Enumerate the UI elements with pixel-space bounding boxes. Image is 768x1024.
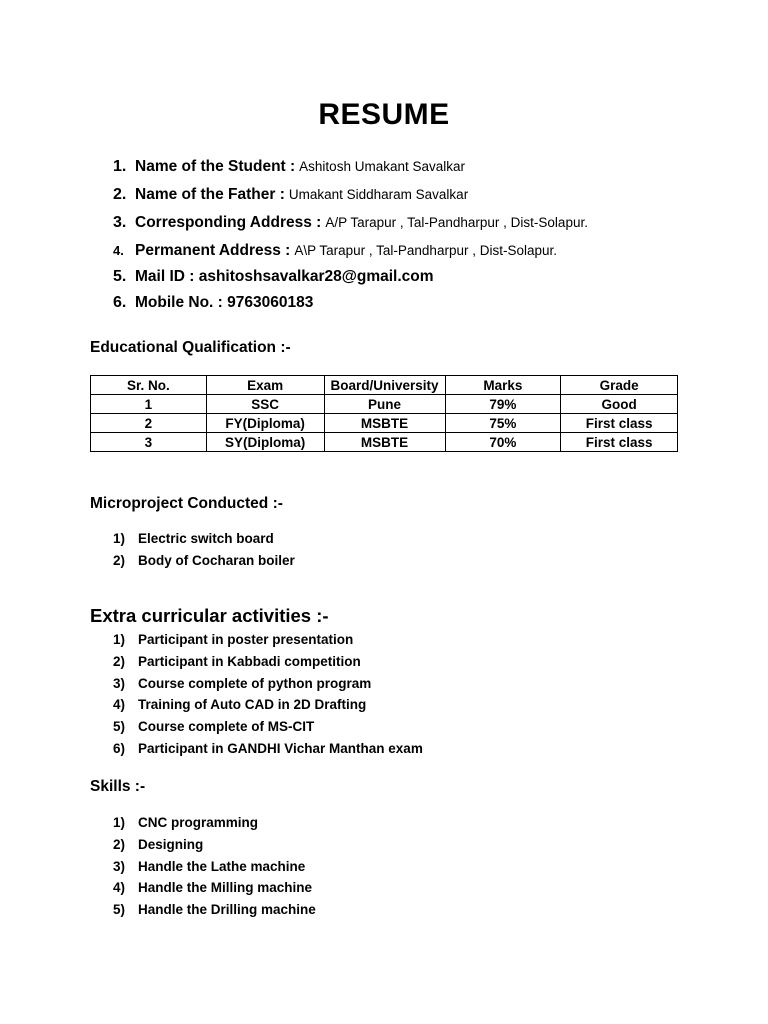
info-label: Name of the Father : <box>135 186 285 203</box>
item-number: 1) <box>113 632 126 647</box>
item-number: 1. <box>113 158 127 175</box>
table-cell: Pune <box>324 395 445 414</box>
list-item <box>113 676 423 698</box>
info-value: Umakant Siddharam Savalkar <box>288 187 469 202</box>
item-number: 5. <box>113 268 127 285</box>
list-item <box>113 880 316 902</box>
item-text: Handle the Lathe machine <box>138 858 306 874</box>
table-cell: First class <box>561 433 678 452</box>
table-cell: 70% <box>445 433 561 452</box>
education-heading: Educational Qualification :- <box>90 339 291 356</box>
item-number: 4) <box>113 880 126 896</box>
info-label: Mobile No. : 9763060183 <box>135 294 314 311</box>
info-label: Corresponding Address : <box>135 214 322 231</box>
item-number: 5) <box>113 719 126 735</box>
info-father-name <box>113 186 588 214</box>
item-number: 6. <box>113 294 127 311</box>
info-label: Name of the Student : <box>135 158 296 175</box>
item-text: Participant in poster presentation <box>138 632 354 647</box>
table-cell: 79% <box>445 395 561 414</box>
info-mail-id <box>113 268 588 294</box>
page-title: RESUME <box>318 98 450 131</box>
info-value: Ashitosh Umakant Savalkar <box>299 159 465 174</box>
education-table <box>90 375 678 452</box>
list-item <box>113 632 423 654</box>
info-mobile-no <box>113 294 588 320</box>
info-permanent-address <box>113 242 588 268</box>
list-item <box>113 697 423 719</box>
table-row <box>91 395 678 414</box>
info-corresponding-address <box>113 214 588 242</box>
table-cell: First class <box>561 414 678 433</box>
table-cell: 1 <box>91 395 207 414</box>
extra-curricular-list <box>113 632 423 763</box>
column-header: Marks <box>445 376 561 395</box>
item-text: Handle the Milling machine <box>138 880 313 896</box>
item-number: 1) <box>113 815 126 830</box>
item-number: 3. <box>113 214 127 231</box>
list-item <box>113 837 316 859</box>
item-number: 5) <box>113 902 126 918</box>
table-cell: FY(Diploma) <box>206 414 324 433</box>
personal-info-list <box>113 158 588 320</box>
item-number: 4. <box>113 243 124 258</box>
item-number: 2. <box>113 186 127 203</box>
item-text: Participant in GANDHI Vichar Manthan exam <box>138 740 423 756</box>
column-header: Grade <box>561 376 678 395</box>
item-text: Body of Cocharan boiler <box>138 552 295 568</box>
table-cell: MSBTE <box>324 414 445 433</box>
list-item <box>113 859 316 881</box>
item-number: 3) <box>113 858 126 874</box>
item-text: Training of Auto CAD in 2D Drafting <box>138 697 367 713</box>
table-cell: SSC <box>206 395 324 414</box>
microproject-heading: Microproject Conducted :- <box>90 495 283 512</box>
item-number: 3) <box>113 675 126 691</box>
column-header: Sr. No. <box>91 376 207 395</box>
item-number: 6) <box>113 740 126 756</box>
table-cell: 3 <box>91 433 207 452</box>
list-item <box>113 902 316 924</box>
microproject-list <box>113 531 295 575</box>
item-number: 4) <box>113 697 126 713</box>
item-text: Participant in Kabbadi competition <box>138 653 361 669</box>
table-cell: MSBTE <box>324 433 445 452</box>
info-value: A/P Tarapur , Tal-Pandharpur , Dist-Solapur. <box>325 215 588 230</box>
item-number: 2) <box>113 836 126 852</box>
item-number: 2) <box>113 552 126 568</box>
table-cell: Good <box>561 395 678 414</box>
item-text: CNC programming <box>138 815 259 830</box>
list-item <box>113 553 295 575</box>
table-row <box>91 433 678 452</box>
item-number: 1) <box>113 531 126 546</box>
column-header: Board/University <box>324 376 445 395</box>
skills-list <box>113 815 316 924</box>
table-cell: SY(Diploma) <box>206 433 324 452</box>
info-label: Mail ID : ashitoshsavalkar28@gmail.com <box>135 268 434 285</box>
list-item <box>113 531 295 553</box>
info-value: A\P Tarapur , Tal-Pandharpur , Dist-Solapur. <box>294 243 557 258</box>
item-text: Course complete of MS-CIT <box>138 719 315 735</box>
skills-heading: Skills :- <box>90 778 146 795</box>
item-text: Course complete of python program <box>138 675 372 691</box>
list-item <box>113 654 423 676</box>
info-label: Permanent Address : <box>135 242 291 259</box>
info-student-name <box>113 158 588 186</box>
list-item <box>113 719 423 741</box>
list-item <box>113 741 423 763</box>
table-cell: 75% <box>445 414 561 433</box>
table-row <box>91 414 678 433</box>
item-text: Handle the Drilling machine <box>138 902 316 918</box>
table-header-row <box>91 376 678 395</box>
item-text: Designing <box>138 836 204 852</box>
item-text: Electric switch board <box>138 531 274 546</box>
extra-curricular-heading: Extra curricular activities :- <box>90 605 329 626</box>
table-cell: 2 <box>91 414 207 433</box>
list-item <box>113 815 316 837</box>
column-header: Exam <box>206 376 324 395</box>
item-number: 2) <box>113 653 126 669</box>
